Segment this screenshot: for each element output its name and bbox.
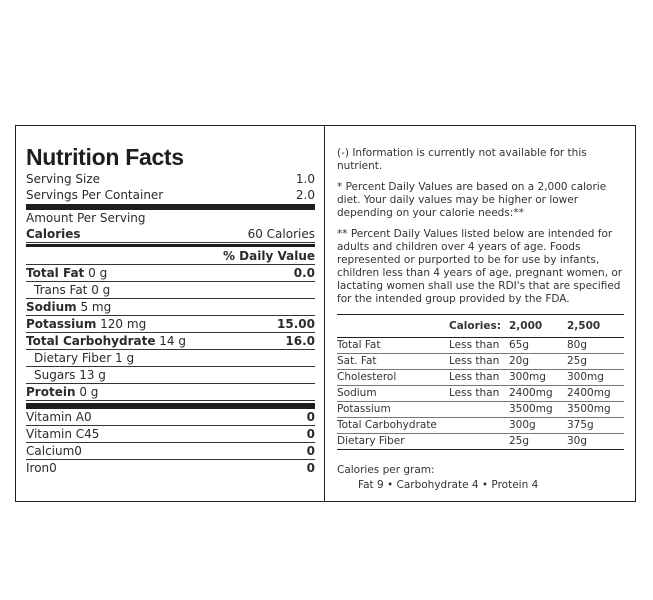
nutrient-row bbox=[26, 299, 315, 316]
reference-cell: Less than bbox=[449, 386, 509, 402]
serving-size-value: 1.0 bbox=[295, 172, 315, 186]
calories-row bbox=[26, 226, 315, 243]
vitamin-name: Vitamin C45 bbox=[26, 427, 100, 441]
vitamin-row bbox=[26, 460, 315, 476]
reference-cell: Potassium bbox=[337, 402, 449, 418]
reference-cell: Sodium bbox=[337, 386, 449, 402]
calories-value: 60 Calories bbox=[247, 227, 315, 241]
reference-cell bbox=[449, 402, 509, 418]
nutrient-list bbox=[26, 265, 315, 401]
reference-cell: 25g bbox=[509, 434, 567, 450]
nutrition-label-panel bbox=[16, 126, 325, 501]
servings-per-container-value: 2.0 bbox=[295, 188, 315, 202]
reference-row bbox=[337, 418, 624, 434]
reference-cell bbox=[337, 315, 449, 338]
reference-cell: Cholesterol bbox=[337, 370, 449, 386]
reference-cell: 2,000 bbox=[509, 315, 567, 338]
intended-note: ** Percent Daily Values listed below are intended for adults and children over 4 years of age. Foods represented or purported to be for use by infants, children less than 4 years of age, pregnant women, or lactating women shall use the RDI's that are specified for the intended group provided by the FDA. bbox=[337, 228, 623, 305]
footnote-panel bbox=[325, 126, 635, 501]
percent-dv-note: * Percent Daily Values are based on a 2,000 calorie diet. Your daily values may be higher or lower depending on your calorie needs:** bbox=[337, 181, 607, 219]
nutrient-name-amount bbox=[26, 316, 146, 332]
servings-per-container-row bbox=[26, 187, 315, 203]
reference-cell: 2400mg bbox=[509, 386, 567, 402]
nutrient-amount: 0 g bbox=[79, 385, 99, 399]
daily-value-header-label: % Daily Value bbox=[222, 249, 315, 263]
reference-header-row bbox=[337, 315, 624, 338]
reference-row bbox=[337, 354, 624, 370]
reference-cell: 3500mg bbox=[567, 402, 624, 418]
reference-cell: Total Fat bbox=[337, 338, 449, 354]
calories-per-gram-label: Calories per gram: bbox=[337, 464, 435, 476]
nutrient-name: Trans Fat bbox=[34, 283, 88, 297]
reference-cell: Sat. Fat bbox=[337, 354, 449, 370]
nutrient-daily-value: 0.0 bbox=[293, 266, 315, 280]
nutrient-name: Sodium bbox=[26, 300, 77, 314]
reference-cell: Calories: bbox=[449, 315, 509, 338]
nutrient-name: Total Carbohydrate bbox=[26, 334, 156, 348]
nutrient-row bbox=[26, 367, 315, 384]
divider-medium bbox=[26, 244, 315, 247]
vitamin-name: Calcium0 bbox=[26, 444, 82, 458]
reference-cell: 3500mg bbox=[509, 402, 567, 418]
reference-cell bbox=[449, 434, 509, 450]
nutrient-amount: 1 g bbox=[115, 351, 135, 365]
reference-cell: 300mg bbox=[567, 370, 624, 386]
reference-cell: 80g bbox=[567, 338, 624, 354]
reference-row bbox=[337, 402, 624, 418]
serving-size-row bbox=[26, 171, 315, 187]
reference-table bbox=[337, 314, 624, 450]
calories-per-gram-values: Fat 9 • Carbohydrate 4 • Protein 4 bbox=[358, 479, 539, 491]
reference-cell: 25g bbox=[567, 354, 624, 370]
reference-cell: Less than bbox=[449, 370, 509, 386]
reference-cell: 375g bbox=[567, 418, 624, 434]
reference-cell: Less than bbox=[449, 338, 509, 354]
reference-cell: Less than bbox=[449, 354, 509, 370]
calories-per-gram bbox=[337, 463, 624, 493]
reference-cell: 30g bbox=[567, 434, 624, 450]
nutrient-row bbox=[26, 265, 315, 282]
nutrient-name-amount bbox=[26, 265, 107, 281]
nutrient-amount: 5 mg bbox=[80, 300, 112, 314]
amount-per-serving bbox=[26, 210, 315, 226]
nutrient-name-amount bbox=[26, 384, 98, 400]
reference-row bbox=[337, 386, 624, 402]
nutrient-amount: 120 mg bbox=[100, 317, 147, 331]
nutrient-name: Total Fat bbox=[26, 266, 85, 280]
vitamin-daily-value: 0 bbox=[306, 427, 315, 441]
vitamin-name: Vitamin A0 bbox=[26, 410, 92, 424]
reference-cell: 20g bbox=[509, 354, 567, 370]
reference-row bbox=[337, 434, 624, 450]
reference-row bbox=[337, 370, 624, 386]
nutrient-name-amount bbox=[34, 367, 106, 383]
vitamin-daily-value: 0 bbox=[306, 444, 315, 458]
nutrition-facts-card bbox=[15, 125, 636, 502]
vitamin-list bbox=[26, 409, 315, 476]
nutrient-name-amount bbox=[34, 282, 110, 298]
reference-row bbox=[337, 338, 624, 354]
reference-cell: Dietary Fiber bbox=[337, 434, 449, 450]
nutrient-amount: 0 g bbox=[88, 266, 108, 280]
daily-value-header bbox=[26, 248, 315, 265]
nutrient-row bbox=[26, 333, 315, 350]
vitamin-name: Iron0 bbox=[26, 461, 57, 475]
nutrient-name: Protein bbox=[26, 385, 76, 399]
nutrient-row bbox=[26, 384, 315, 401]
reference-cell bbox=[449, 418, 509, 434]
nutrient-daily-value: 15.00 bbox=[277, 317, 315, 331]
nutrient-amount: 0 g bbox=[91, 283, 111, 297]
not-available-note: (-) Information is currently not available for this nutrient. bbox=[337, 147, 587, 172]
reference-cell: 2,500 bbox=[567, 315, 624, 338]
nutrient-name: Sugars bbox=[34, 368, 76, 382]
nutrient-row bbox=[26, 350, 315, 367]
nutrient-name-amount bbox=[26, 299, 111, 315]
reference-cell: 300g bbox=[509, 418, 567, 434]
reference-cell: 300mg bbox=[509, 370, 567, 386]
vitamin-daily-value: 0 bbox=[306, 461, 315, 475]
vitamin-row bbox=[26, 443, 315, 460]
nutrient-name-amount bbox=[26, 333, 186, 349]
nutrient-name: Potassium bbox=[26, 317, 97, 331]
vitamin-row bbox=[26, 426, 315, 443]
nutrient-name: Dietary Fiber bbox=[34, 351, 112, 365]
vitamin-daily-value: 0 bbox=[306, 410, 315, 424]
serving-size-label: Serving Size bbox=[26, 172, 101, 186]
nutrient-row bbox=[26, 316, 315, 333]
vitamin-row bbox=[26, 409, 315, 426]
nutrient-name-amount bbox=[34, 350, 134, 366]
reference-cell: 65g bbox=[509, 338, 567, 354]
nutrient-amount: 14 g bbox=[159, 334, 186, 348]
reference-cell: 2400mg bbox=[567, 386, 624, 402]
calories-label: Calories bbox=[26, 227, 81, 241]
reference-cell: Total Carbohydrate bbox=[337, 418, 449, 434]
amount-per-serving-label: Amount Per Serving bbox=[26, 211, 146, 225]
nutrient-row bbox=[26, 282, 315, 299]
servings-per-container-label: Servings Per Container bbox=[26, 188, 164, 202]
nutrient-daily-value: 16.0 bbox=[285, 334, 315, 348]
label-title: Nutrition Facts bbox=[26, 144, 184, 170]
nutrient-amount: 13 g bbox=[79, 368, 106, 382]
